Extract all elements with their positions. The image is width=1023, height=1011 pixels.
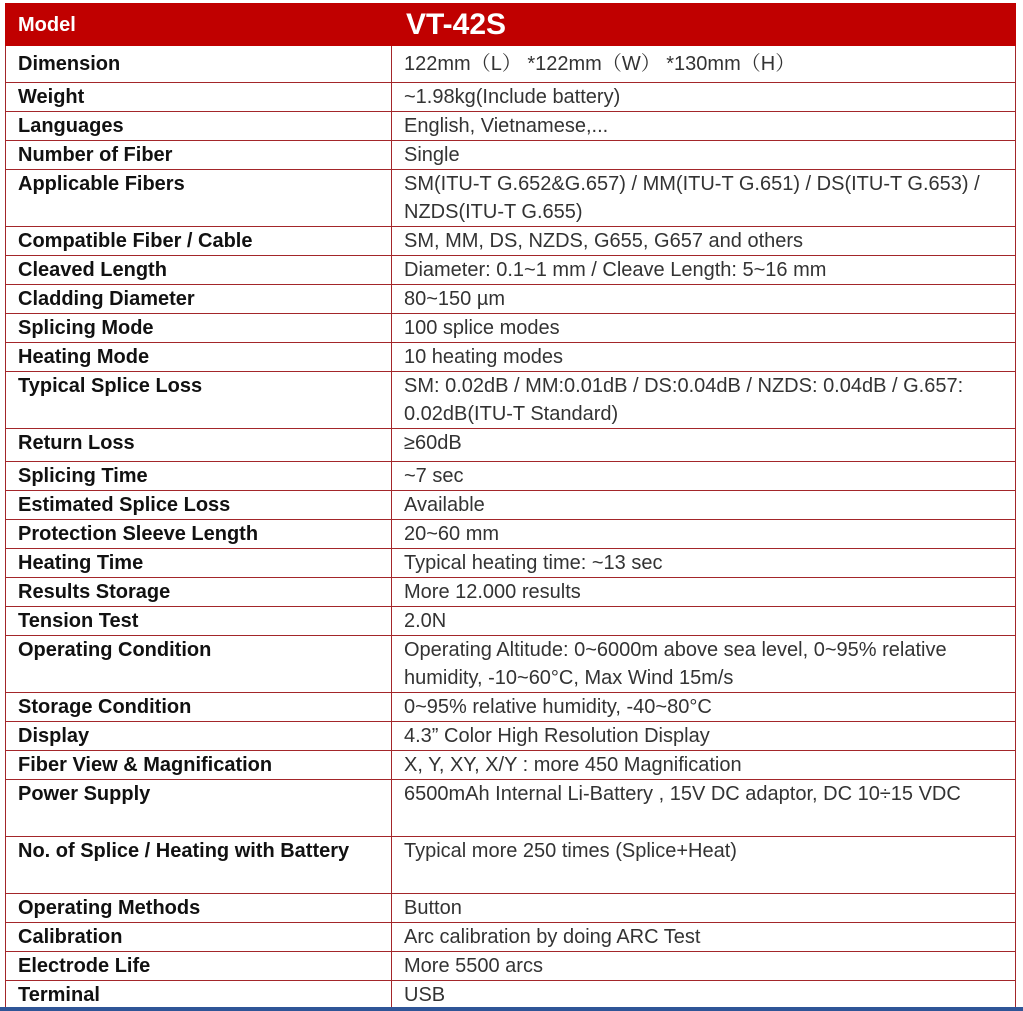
header-model: VT-42S — [392, 4, 1016, 46]
spec-label: Return Loss — [6, 429, 392, 462]
spec-value: Typical more 250 times (Splice+Heat) — [392, 837, 1016, 894]
spec-value: 2.0N — [392, 607, 1016, 636]
spec-value: Button — [392, 894, 1016, 923]
table-row — [6, 491, 1016, 520]
spec-label: Weight — [6, 83, 392, 112]
spec-label: Number of Fiber — [6, 141, 392, 170]
spec-label: Power Supply — [6, 780, 392, 837]
spec-value: Diameter: 0.1~1 mm / Cleave Length: 5~16 mm — [392, 256, 1016, 285]
spec-label: Terminal — [6, 981, 392, 1010]
table-row — [6, 578, 1016, 607]
spec-value: 6500mAh Internal Li-Battery , 15V DC adaptor, DC 10÷15 VDC — [392, 780, 1016, 837]
table-row — [6, 429, 1016, 462]
table-row — [6, 894, 1016, 923]
table-row — [6, 314, 1016, 343]
spec-value: SM, MM, DS, NZDS, G655, G657 and others — [392, 227, 1016, 256]
spec-value: 20~60 mm — [392, 520, 1016, 549]
spec-value: ~7 sec — [392, 462, 1016, 491]
spec-label: Cladding Diameter — [6, 285, 392, 314]
bottom-divider — [0, 1007, 1023, 1011]
spec-value: 100 splice modes — [392, 314, 1016, 343]
table-row — [6, 227, 1016, 256]
spec-label: Results Storage — [6, 578, 392, 607]
table-row — [6, 285, 1016, 314]
spec-label: Applicable Fibers — [6, 170, 392, 227]
table-row — [6, 343, 1016, 372]
spec-label: Storage Condition — [6, 693, 392, 722]
spec-table — [5, 3, 1016, 1010]
spec-label: Typical Splice Loss — [6, 372, 392, 429]
spec-label: Fiber View & Magnification — [6, 751, 392, 780]
spec-value: Operating Altitude: 0~6000m above sea level, 0~95% relative humidity, -10~60°C, Max Wind 15m/s — [392, 636, 1016, 693]
spec-value: Single — [392, 141, 1016, 170]
spec-value: English, Vietnamese,... — [392, 112, 1016, 141]
spec-label: Splicing Time — [6, 462, 392, 491]
table-row — [6, 607, 1016, 636]
spec-label: Splicing Mode — [6, 314, 392, 343]
table-row — [6, 372, 1016, 429]
table-row — [6, 981, 1016, 1010]
spec-value: Arc calibration by doing ARC Test — [392, 923, 1016, 952]
spec-label: Compatible Fiber / Cable — [6, 227, 392, 256]
table-row — [6, 952, 1016, 981]
spec-label: Cleaved Length — [6, 256, 392, 285]
spec-label: No. of Splice / Heating with Battery — [6, 837, 392, 894]
table-row — [6, 693, 1016, 722]
table-row — [6, 520, 1016, 549]
table-row — [6, 780, 1016, 837]
spec-value: More 12.000 results — [392, 578, 1016, 607]
spec-value: USB — [392, 981, 1016, 1010]
table-row — [6, 462, 1016, 491]
spec-value: 10 heating modes — [392, 343, 1016, 372]
spec-value: 4.3” Color High Resolution Display — [392, 722, 1016, 751]
spec-value: 0~95% relative humidity, -40~80°C — [392, 693, 1016, 722]
table-row — [6, 722, 1016, 751]
spec-label: Protection Sleeve Length — [6, 520, 392, 549]
spec-value: 122mm（L） *122mm（W） *130mm（H） — [392, 46, 1016, 83]
table-header-row — [6, 4, 1016, 46]
header-label: Model — [6, 4, 392, 46]
spec-value: Typical heating time: ~13 sec — [392, 549, 1016, 578]
spec-value: SM(ITU-T G.652&G.657) / MM(ITU-T G.651) / DS(ITU-T G.653) / NZDS(ITU-T G.655) — [392, 170, 1016, 227]
table-row — [6, 83, 1016, 112]
spec-value: More 5500 arcs — [392, 952, 1016, 981]
spec-label: Heating Time — [6, 549, 392, 578]
table-row — [6, 46, 1016, 83]
spec-value: ~1.98kg(Include battery) — [392, 83, 1016, 112]
spec-label: Operating Condition — [6, 636, 392, 693]
spec-label: Tension Test — [6, 607, 392, 636]
spec-label: Operating Methods — [6, 894, 392, 923]
table-row — [6, 837, 1016, 894]
spec-value: SM: 0.02dB / MM:0.01dB / DS:0.04dB / NZDS: 0.04dB / G.657: 0.02dB(ITU-T Standard) — [392, 372, 1016, 429]
table-row — [6, 170, 1016, 227]
table-row — [6, 636, 1016, 693]
spec-value: X, Y, XY, X/Y : more 450 Magnification — [392, 751, 1016, 780]
table-row — [6, 141, 1016, 170]
spec-value: ≥60dB — [392, 429, 1016, 462]
table-row — [6, 112, 1016, 141]
spec-value: Available — [392, 491, 1016, 520]
spec-value: 80~150 µm — [392, 285, 1016, 314]
table-row — [6, 923, 1016, 952]
table-row — [6, 549, 1016, 578]
spec-label: Estimated Splice Loss — [6, 491, 392, 520]
spec-label: Languages — [6, 112, 392, 141]
spec-label: Display — [6, 722, 392, 751]
spec-label: Calibration — [6, 923, 392, 952]
spec-label: Dimension — [6, 46, 392, 83]
table-row — [6, 256, 1016, 285]
spec-label: Heating Mode — [6, 343, 392, 372]
table-row — [6, 751, 1016, 780]
spec-label: Electrode Life — [6, 952, 392, 981]
